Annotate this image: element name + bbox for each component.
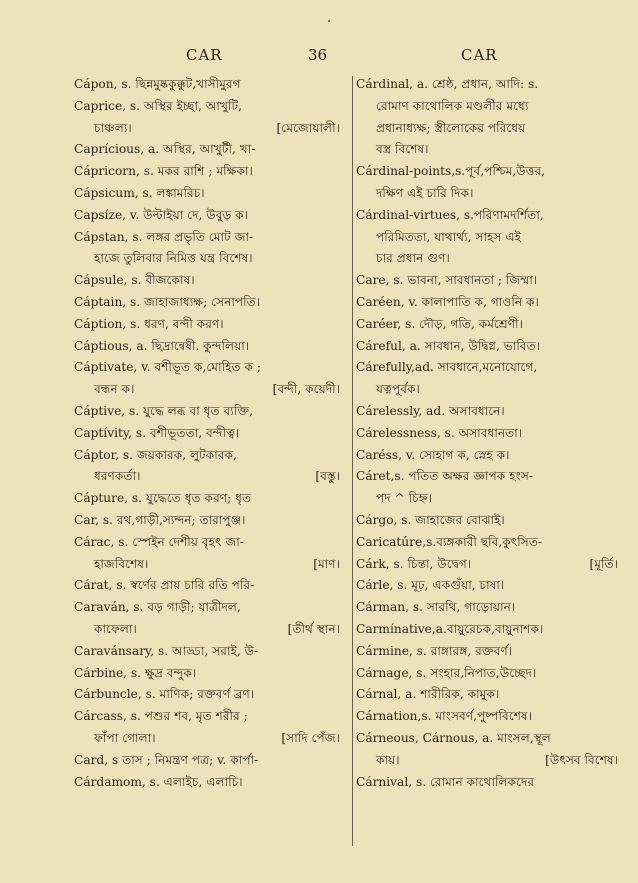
- dictionary-line: [356, 466, 628, 488]
- dictionary-line: [74, 728, 350, 750]
- entry-text: Cárneous, Cárnous, a. মাংসল,স্থূল: [356, 730, 551, 745]
- dictionary-line: [74, 772, 350, 794]
- overflow-fragment: [তীর্থ স্থান।: [287, 621, 340, 636]
- dictionary-line: [356, 488, 628, 510]
- entry-text: Car, s. রথ,গাড়ী,স্যন্দন; তারাপুঞ্জ।: [74, 512, 246, 527]
- entry-text: Cáptive, s. যুদ্ধে লব্ধ বা ধৃত ব্যক্তি,: [74, 403, 254, 418]
- entry-text: Cáptor, s. জয়কারক, লুটকারক,: [74, 447, 237, 462]
- dictionary-line: [356, 597, 628, 619]
- dictionary-line: [356, 401, 628, 423]
- entry-text: Cápsule, s. বীজকোষ।: [74, 273, 195, 288]
- entry-text: Cárle, s. মূঢ়, একগুঁয়া, চাষা।: [356, 578, 505, 593]
- entry-text: Cápstan, s. লঙ্গর প্রভৃতি মোট জা-: [74, 229, 254, 244]
- dictionary-line: [356, 336, 628, 358]
- entry-text: Care, s. ভাবনা, সাবধানতা ; জিম্মা।: [356, 273, 538, 288]
- column-divider: [352, 76, 353, 846]
- dictionary-line: [74, 641, 350, 663]
- entry-text: Cárnival, s. রোমান কাথোলিকদের: [356, 774, 535, 789]
- dictionary-line: [74, 445, 350, 467]
- dictionary-line: [356, 684, 628, 706]
- entry-text: চার প্রধান গুণ।: [376, 251, 450, 266]
- dictionary-line: [74, 292, 350, 314]
- entry-text: Caréen, v. কালাপাতি ক, গাওনি ক।: [356, 294, 539, 309]
- dictionary-line: [356, 728, 628, 750]
- dictionary-line: [74, 227, 350, 249]
- dictionary-line: [356, 118, 628, 140]
- dictionary-line: [356, 554, 628, 576]
- entry-text: Cárk, s. চিন্তা, উদ্বেগ।: [356, 556, 472, 571]
- entry-text: চাঞ্চল্য।: [94, 120, 132, 135]
- dictionary-line: [74, 597, 350, 619]
- dictionary-line: [74, 248, 350, 270]
- dictionary-line: [356, 750, 628, 772]
- dictionary-line: [356, 772, 628, 794]
- dictionary-line: [356, 619, 628, 641]
- entry-text: কাফেলা।: [94, 621, 137, 636]
- entry-text: Cárelessly, ad. অসাবধানে।: [356, 403, 505, 418]
- entry-text: কায়।: [376, 752, 400, 767]
- entry-text: যত্নপূর্বক।: [376, 382, 420, 397]
- dictionary-line: [74, 357, 350, 379]
- overflow-fragment: [বস্তু।: [315, 469, 340, 484]
- entry-text: হাজবিশেষ।: [94, 556, 149, 571]
- page-header: [0, 42, 638, 70]
- dictionary-line: [74, 750, 350, 772]
- dictionary-line: [356, 575, 628, 597]
- overflow-fragment: [মূর্তি।: [589, 556, 618, 571]
- entry-text: বস্ত্র বিশেষ।: [376, 142, 429, 157]
- page-number: 36: [308, 46, 328, 64]
- header-left-guide-word: CAR: [186, 46, 223, 64]
- dictionary-line: [356, 74, 628, 96]
- entry-text: Cárefully,ad. সাবধানে,মনোযোগে,: [356, 360, 538, 375]
- page-mark: [328, 20, 330, 22]
- entry-text: Cárac, s. স্পেইন দেশীয় বৃহৎ জা-: [74, 534, 244, 549]
- dictionary-line: [74, 706, 350, 728]
- entry-text: Cápon, s. ছিন্নমুষ্ককুক্কুট,খাসীমুরগ: [74, 77, 241, 91]
- dictionary-line: [74, 270, 350, 292]
- entry-text: Capsíze, v. উল্টাইয়া দে, উবুড় ক।: [74, 207, 249, 222]
- entry-text: Cárnal, a. শারীরিক, কামুক।: [356, 687, 500, 702]
- dictionary-line: [74, 183, 350, 205]
- dictionary-line: [356, 379, 628, 401]
- dictionary-line: [74, 619, 350, 641]
- dictionary-line: [74, 379, 350, 401]
- entry-text: Cárdinal-points,s.পূর্ব,পশ্চিম,উত্তর,: [356, 164, 546, 179]
- dictionary-line: [356, 205, 628, 227]
- dictionary-line: [356, 641, 628, 663]
- dictionary-line: [356, 292, 628, 314]
- entry-text: Carmínative,a.বায়ুরেচক,বায়ুনাশক।: [356, 621, 544, 636]
- entry-text: Cárdinal, a. শ্রেষ্ঠ, প্রধান, আদি: s.: [356, 77, 539, 91]
- entry-text: Cáret,s. পতিত অক্ষর জ্ঞাপক হংস-: [356, 469, 534, 484]
- dictionary-line: [74, 74, 350, 96]
- entry-text: হাজে তুলিবার নিমিত্ত যন্ত্র বিশেষ।: [94, 251, 253, 266]
- dictionary-line: [74, 336, 350, 358]
- entry-text: রোমাণ কাথোলিক মণ্ডলীর মধ্যে: [376, 98, 529, 113]
- dictionary-line: [74, 96, 350, 118]
- dictionary-line: [74, 532, 350, 554]
- entry-text: Cárbine, s. ক্ষুদ্র বন্দুক।: [74, 665, 197, 680]
- dictionary-line: [356, 510, 628, 532]
- entry-text: Cáptain, s. জাহাজাধ্যক্ষ; সেনাপতি।: [74, 294, 261, 309]
- entry-text: Cápsicum, s. লঙ্কামরিচ।: [74, 185, 205, 200]
- entry-text: Cápricorn, s. মকর রাশি ; মক্ষিকা।: [74, 164, 253, 179]
- overflow-fragment: [উৎসব বিশেষ।: [545, 752, 618, 767]
- dictionary-line: [356, 270, 628, 292]
- entry-text: Cárcass, s. পশুর শব, মৃত শরীর ;: [74, 709, 248, 724]
- entry-text: Caricatúre,s.ব্যঙ্গকারী ছবি,কুৎসিত-: [356, 534, 543, 549]
- entry-text: Cáreful, a. সাবধান, উদ্বিগ্ন, ভাবিত।: [356, 338, 541, 353]
- entry-text: Cárat, s. স্বর্ণের প্রায় চারি রতি পরি-: [74, 578, 255, 593]
- entry-text: প্রধানাধ্যক্ষ; স্ত্রীলোকের পরিধেয়: [376, 120, 526, 135]
- dictionary-line: [356, 532, 628, 554]
- dictionary-line: [74, 510, 350, 532]
- dictionary-line: [74, 663, 350, 685]
- dictionary-line: [74, 161, 350, 183]
- overflow-fragment: [মেজোয়ালী।: [276, 120, 340, 135]
- dictionary-line: [356, 139, 628, 161]
- entry-text: Cáption, s. ধরণ, বন্দী করণ।: [74, 316, 224, 331]
- dictionary-line: [356, 161, 628, 183]
- dictionary-line: [356, 183, 628, 205]
- entry-text: ধরণকর্তা।: [94, 469, 141, 484]
- entry-text: Cárgo, s. জাহাজের বোঝাই।: [356, 512, 505, 527]
- entry-text: Cápture, s. যুদ্ধেতে ধৃত করণ; ধৃত: [74, 491, 252, 506]
- right-column: [356, 74, 628, 793]
- dictionary-line: [74, 205, 350, 227]
- entry-text: Cáptious, a. ছিদ্রান্বেষী. কুন্দলিয়া।: [74, 338, 250, 353]
- left-column: [74, 74, 350, 793]
- entry-text: Cárdinal-virtues, s.পরিণামদর্শিতা,: [356, 207, 544, 222]
- dictionary-line: [356, 663, 628, 685]
- entry-text: Cárbuncle, s. মাণিক; রক্তবর্ণ ব্রণ।: [74, 687, 255, 702]
- entry-text: Caprice, s. অস্থির ইচ্ছা, আখুটি,: [74, 98, 242, 113]
- dictionary-line: [356, 357, 628, 379]
- entry-text: পদ ^ চিহ্ন।: [376, 491, 433, 506]
- entry-text: Cáptivate, v. বশীভূত ক,মোহিত ক ;: [74, 360, 262, 375]
- header-right-guide-word: CAR: [461, 46, 498, 64]
- dictionary-line: [74, 118, 350, 140]
- entry-text: Caravánsary, s. আড্ডা, সরাই, উ-: [74, 643, 259, 658]
- overflow-fragment: [বন্দী, কয়েদী।: [272, 382, 340, 397]
- dictionary-line: [356, 248, 628, 270]
- entry-text: Cárdamom, s. এলাইচ, এলাচি।: [74, 774, 243, 789]
- entry-text: Caréss, v. সোহাগ ক, স্নেহ ক।: [356, 447, 510, 462]
- dictionary-line: [74, 575, 350, 597]
- dictionary-line: [74, 139, 350, 161]
- dictionary-line: [74, 466, 350, 488]
- dictionary-line: [74, 488, 350, 510]
- entry-text: Caréer, s. দৌড়, গতি, কর্মশ্রেণী।: [356, 316, 523, 331]
- dictionary-line: [74, 423, 350, 445]
- entry-text: ফাঁপা গোলা।: [94, 730, 156, 745]
- dictionary-line: [356, 445, 628, 467]
- dictionary-line: [74, 401, 350, 423]
- dictionary-line: [74, 314, 350, 336]
- dictionary-line: [356, 423, 628, 445]
- entry-text: Cármine, s. রাঙ্গারঙ্গ, রক্তবর্ণ।: [356, 643, 513, 658]
- entry-text: Captívity, s. বশীভূততা, বন্দীত্ব।: [74, 425, 240, 440]
- entry-text: Card, s তাস ; নিমন্ত্রণ পত্র; v. কার্পা-: [74, 752, 259, 767]
- dictionary-line: [356, 96, 628, 118]
- dictionary-line: [356, 314, 628, 336]
- overflow-fragment: [সাদি পেঁজ।: [281, 730, 340, 745]
- entry-text: পরিমিততা, যাথার্থ্য, সাহস এই: [376, 229, 521, 244]
- entry-text: Cárelessness, s. অসাবধানতা।: [356, 425, 523, 440]
- entry-text: Caraván, s. বড় গাড়ী; যাত্রীদল,: [74, 600, 241, 615]
- entry-text: Cárman, s. সারথি, গাড়োয়ান।: [356, 600, 516, 615]
- dictionary-line: [74, 684, 350, 706]
- dictionary-line: [356, 227, 628, 249]
- entry-text: Cárnage, s. সংহার,নিপাত,উচ্ছেদ।: [356, 665, 537, 680]
- dictionary-line: [74, 554, 350, 576]
- entry-text: দক্ষিণ এই চারি দিক।: [376, 185, 474, 200]
- entry-text: বন্ধন ক।: [94, 382, 135, 397]
- entry-text: Cárnation,s. মাংসবর্ণ,পুষ্পবিশেষ।: [356, 709, 533, 724]
- dictionary-line: [356, 706, 628, 728]
- overflow-fragment: [মাণ।: [313, 556, 340, 571]
- entry-text: Caprícious, a. অস্থির, আখুটী, খা-: [74, 142, 256, 157]
